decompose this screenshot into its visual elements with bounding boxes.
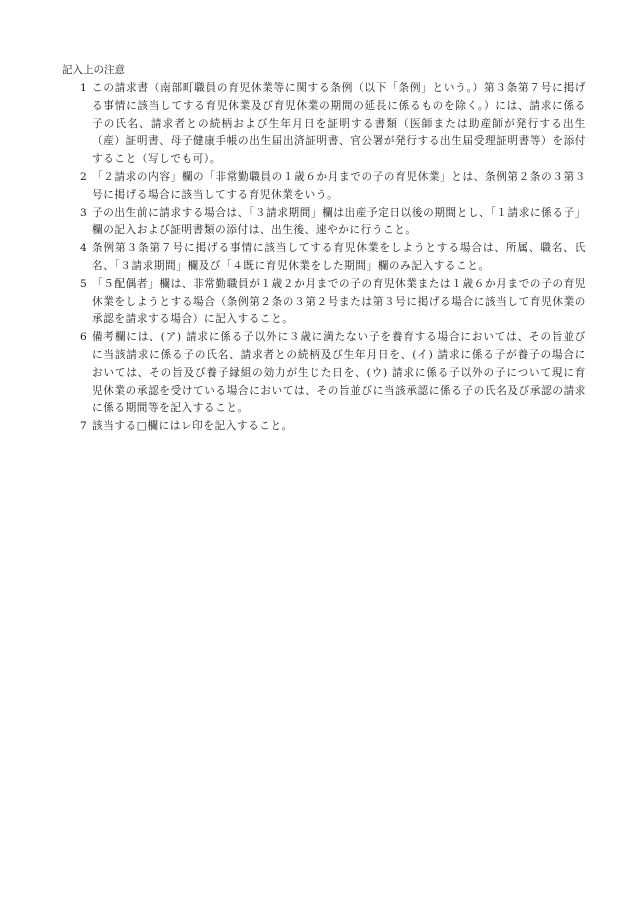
- note-text: 「２請求の内容」欄の「非常勤職員の１歳６か月までの子の育児休業」とは、条例第２条の３第３号に掲げる場合に該当してする育児休業をいう。: [92, 170, 586, 201]
- note-text: 「５配偶者」欄は、非常勤職員が１歳２か月までの子の育児休業または１歳６か月までの子の育児休業をしようとする場合（条例第２条の３第２号または第３号に掲げる場合に該当して育児休業の承認を請求する場合）に記入すること。: [92, 277, 586, 326]
- note-number: 7: [80, 420, 88, 433]
- note-number: 5: [80, 277, 88, 290]
- note-number: 2: [80, 170, 88, 183]
- notes-list: [62, 80, 586, 436]
- note-text: 該当する□欄にはレ印を記入すること。: [92, 420, 293, 433]
- note-text: 条例第３条第７号に掲げる事情に該当してする育児休業をしようとする場合は、所属、職名、氏名、「３請求期間」欄及び「４既に育児休業をした期間」欄のみ記入すること。: [92, 242, 586, 272]
- note-text: 子の出生前に請求する場合は、「３請求期間」欄は出産予定日以後の期間とし、「１請求に係る子」欄の記入および証明書類の添付は、出生後、速やかに行うこと。: [92, 206, 586, 237]
- note-item: [62, 276, 586, 329]
- note-item: [62, 329, 586, 418]
- note-number: 6: [80, 331, 88, 344]
- note-item: [62, 205, 586, 241]
- note-number: 4: [80, 242, 88, 255]
- note-item: [62, 169, 586, 205]
- note-text: この請求書（南部町職員の育児休業等に関する条例（以下「条例」という。）第３条第７号に掲げる事情に該当してする育児休業及び育児休業の期間の延長に係るものを除く。）には、請求に係る子の氏名、請求者との続柄および生年月日を証明する書類（医師または助産師が発行する出生（産）証明書、母子健康手帳の出生届出済証明書、官公署が発行する出生届受理証明書等）を添付すること（写しでも可）。: [92, 82, 586, 166]
- note-item: [62, 240, 586, 276]
- note-number: 1: [80, 82, 88, 94]
- note-item: [62, 80, 586, 169]
- page-title: 記入上の注意: [62, 64, 125, 76]
- note-number: 3: [80, 206, 88, 219]
- note-item: [62, 418, 586, 436]
- note-text: 備考欄には、(ア) 請求に係る子以外に３歳に満たない子を養育する場合においては、その旨並びに当該請求に係る子の氏名、請求者との続柄及び生年月日を、(イ) 請求に係る子が養子の場合においては、その旨及び養子縁組の効力が生じた日を、(ウ) 請求に係る子以外の子について現に育児休業の承認を受けている場合においては、その旨並びに当該承認に係る子の氏名及び承認の請求に係る期間等を記入すること。: [92, 331, 586, 415]
